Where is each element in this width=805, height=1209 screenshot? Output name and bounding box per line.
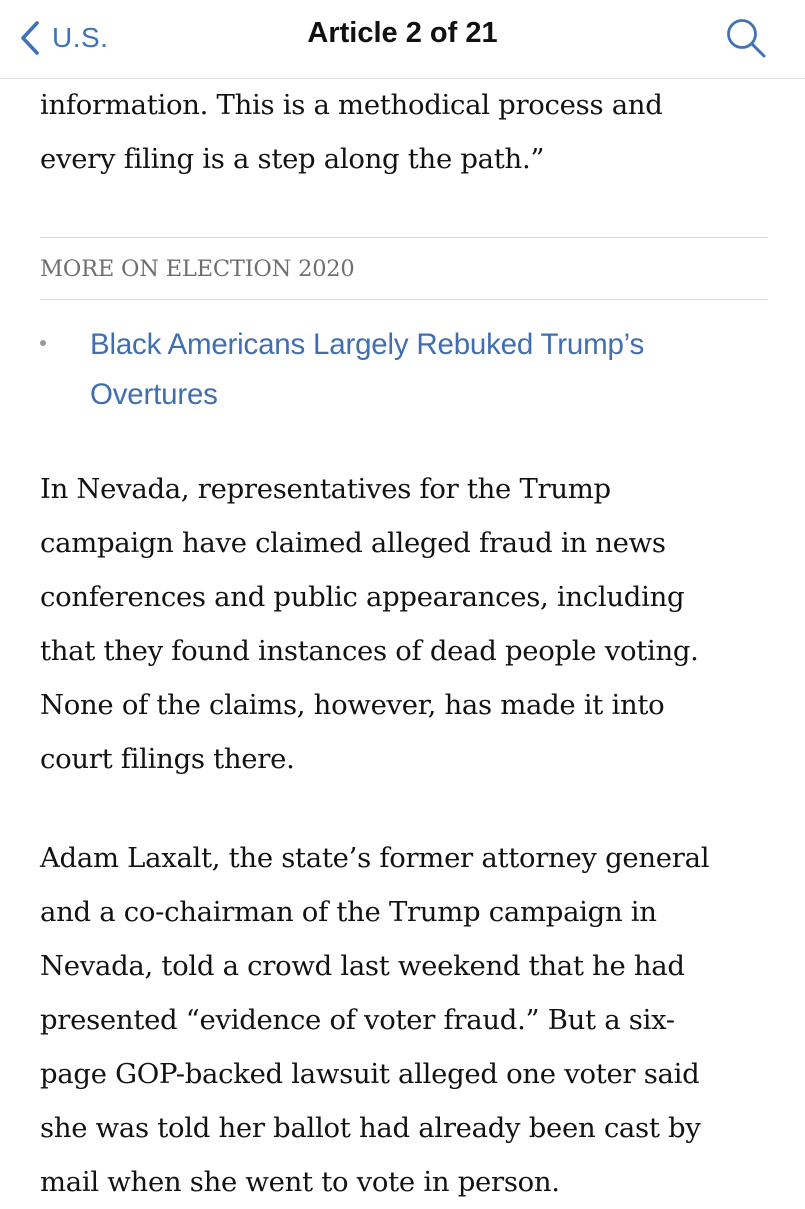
- search-icon: [725, 17, 767, 59]
- article-position-title: Article 2 of 21: [307, 17, 498, 49]
- article-paragraph: Adam Laxalt, the state’s former attorney general and a co-chairman of the Trump campaign in Nevada, told a crowd last weekend that he had presented “evidence of voter fraud.” But a six- page GOP-backed lawsuit alleged one voter said she was told her ballot had already been cast by mail when she went to vote in person.: [40, 842, 710, 1198]
- more-on-box: [40, 237, 768, 420]
- article-body: [40, 78, 768, 1209]
- article-paragraph: information. This is a methodical process and every filing is a step along the path.”: [40, 89, 663, 175]
- search-button[interactable]: [725, 17, 767, 59]
- back-label[interactable]: U.S.: [52, 22, 109, 53]
- more-on-heading: MORE ON ELECTION 2020: [40, 238, 768, 300]
- article-paragraph: In Nevada, representatives for the Trump campaign have claimed alleged fraud in news conferences and public appearances, including that they found instances of dead people voting. None of the claims, however, has made it into court filings there.: [40, 473, 699, 775]
- list-item: [40, 320, 768, 420]
- more-on-list: [40, 320, 768, 420]
- navigation-bar: [0, 0, 805, 79]
- bullet-icon: [40, 340, 46, 346]
- related-article-link[interactable]: Black Americans Largely Rebuked Trump’s Overtures: [90, 328, 645, 411]
